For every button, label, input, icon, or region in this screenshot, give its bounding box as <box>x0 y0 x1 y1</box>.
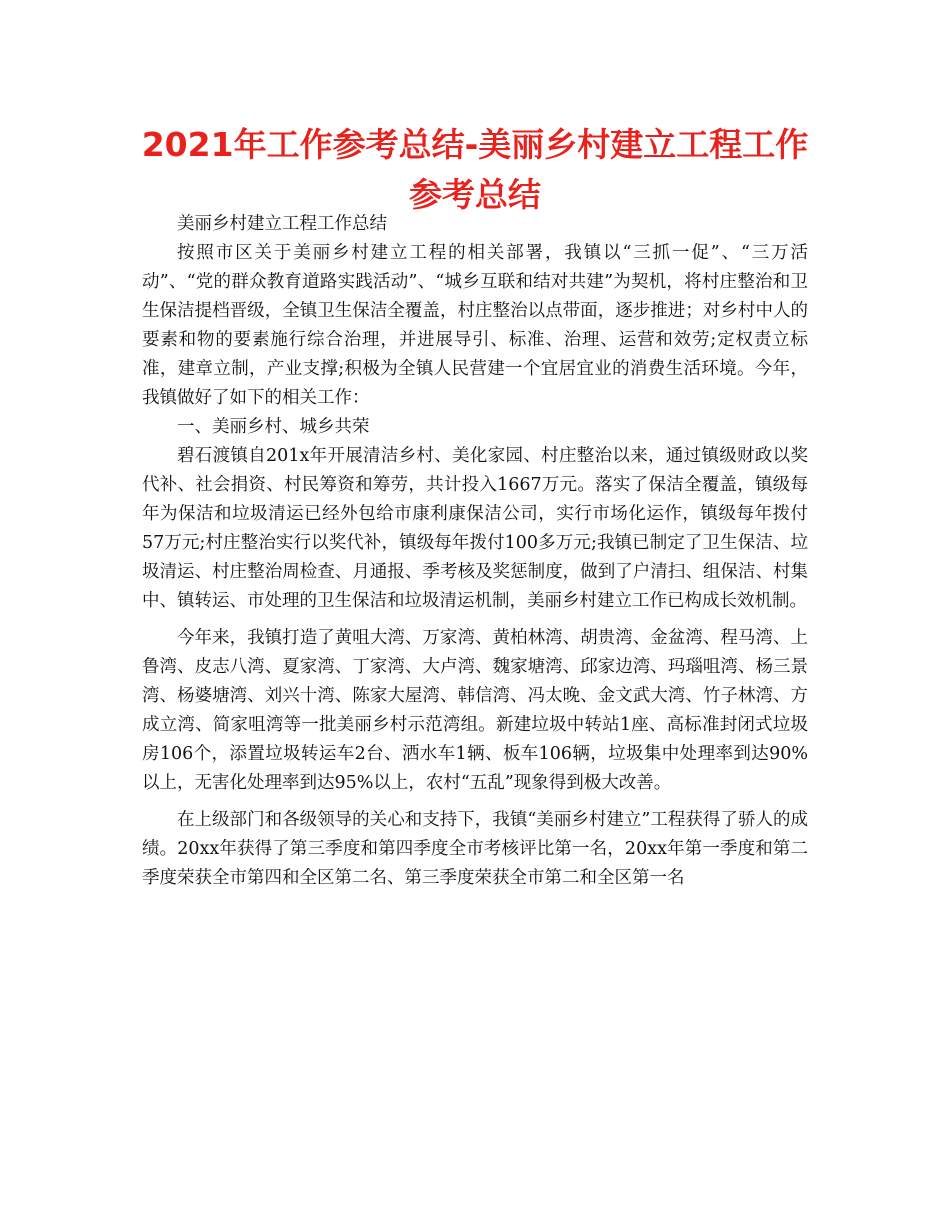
paragraph-intro: 按照市区关于美丽乡村建立工程的相关部署，我镇以“三抓一促”、“三万活动”、“党的群众教育道路实践活动”、“城乡互联和结对共建”为契机，将村庄整治和卫生保洁提档晋级，全镇卫生保洁全覆盖，村庄整治以点带面，逐步推进；对乡村中人的要素和物的要素施行综合治理，并进展导引、标准、治理、运营和效劳;定权责立标准，建章立制，产业支撑;积极为全镇人民营建一个宜居宜业的消费生活环境。今年，我镇做好了如下的相关工作： <box>142 243 808 408</box>
section-heading: 一、美丽乡村、城乡共荣 <box>177 417 370 437</box>
paragraph-subtitle: 美丽乡村建立工程工作总结 <box>177 214 387 234</box>
document-body <box>142 210 808 893</box>
paragraph-investment: 碧石渡镇自201x年开展清洁乡村、美化家园、村庄整治以来，通过镇级财政以奖代补、社会捐资、村民筹资和筹劳，共计投入1667万元。落实了保洁全覆盖，镇级每年为保洁和垃圾清运已经外包给市康利康保洁公司，实行市场化运作，镇级每年拨付57万元;村庄整治实行以奖代补，镇级每年拨付100多万元;我镇已制定了卫生保洁、垃圾清运、村庄整治周检查、月通报、季考核及奖惩制度，做到了户清扫、组保洁、村集中、镇转运、市处理的卫生保洁和垃圾清运机制，美丽乡村建立工作已构成长效机制。 <box>142 446 808 611</box>
paragraph-achievements: 在上级部门和各级领导的关心和支持下，我镇“美丽乡村建立”工程获得了骄人的成绩。20xx年获得了第三季度和第四季度全市考核评比第一名，20xx年第一季度和第二季度荣获全市第四和全区第二名、第三季度荣获全市第二和全区第一名 <box>142 810 808 888</box>
document-title: 2021年工作参考总结-美丽乡村建立工程工作参考总结 <box>141 125 809 214</box>
paragraph-villages: 今年来，我镇打造了黄咀大湾、万家湾、黄柏林湾、胡贵湾、金盆湾、程马湾、上鲁湾、皮志八湾、夏家湾、丁家湾、大卢湾、魏家塘湾、邱家边湾、玛瑙咀湾、杨三景湾、杨婆塘湾、刘兴十湾、陈家大屋湾、韩信湾、冯太晚、金文武大湾、竹子林湾、方成立湾、简家咀湾等一批美丽乡村示范湾组。新建垃圾中转站1座、高标准封闭式垃圾房106个，添置垃圾转运车2台、洒水车1辆、板车106辆，垃圾集中处理率到达90%以上，无害化处理率到达95%以上，农村“五乱”现象得到极大改善。 <box>142 628 808 793</box>
